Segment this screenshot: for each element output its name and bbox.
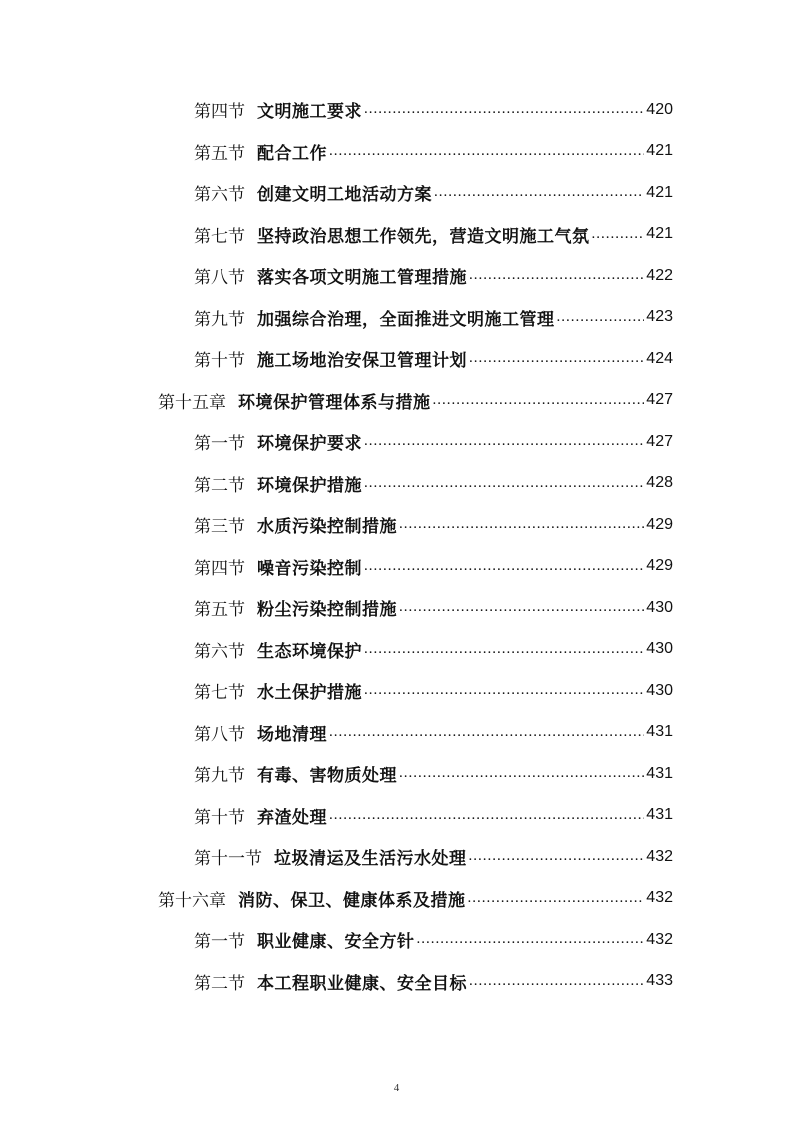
toc-dot-leader <box>468 892 645 909</box>
toc-entry-number: 第二节 <box>194 475 245 496</box>
toc-entry-page-number: 431 <box>646 764 673 782</box>
toc-entry-number: 第八节 <box>194 724 245 745</box>
toc-dot-leader <box>592 228 645 245</box>
toc-section-entry[interactable] <box>194 297 673 339</box>
toc-entry-number: 第十节 <box>194 807 245 828</box>
toc-entry-title: 有毒、害物质处理 <box>257 766 397 787</box>
toc-entry-title: 施工场地治安保卫管理计划 <box>257 351 467 372</box>
toc-entry-page-number: 430 <box>646 640 673 658</box>
toc-entry-number: 第六节 <box>194 641 245 662</box>
toc-entry-title: 环境保护要求 <box>257 434 362 455</box>
toc-dot-leader <box>417 933 645 950</box>
toc-entry-page-number: 427 <box>646 432 673 450</box>
toc-section-entry[interactable] <box>194 504 673 546</box>
toc-entry-number: 第八节 <box>194 268 245 289</box>
toc-entry-number: 第十节 <box>194 351 245 372</box>
toc-entry-title: 生态环境保护 <box>257 641 362 662</box>
toc-entry-number: 第十六章 <box>158 890 226 911</box>
toc-entry-title: 环境保护措施 <box>257 475 362 496</box>
toc-entry-title: 场地清理 <box>257 724 327 745</box>
toc-entry-title: 坚持政治思想工作领先，营造文明施工气氛 <box>257 226 590 247</box>
toc-section-entry[interactable] <box>194 670 673 712</box>
toc-entry-number: 第四节 <box>194 558 245 579</box>
toc-dot-leader <box>329 145 644 162</box>
toc-dot-leader <box>329 809 644 826</box>
toc-section-entry[interactable] <box>194 587 673 629</box>
toc-chapter-entry[interactable] <box>158 380 673 422</box>
toc-entry-title: 环境保护管理体系与措施 <box>238 392 431 413</box>
toc-dot-leader <box>364 103 644 120</box>
toc-entry-page-number: 428 <box>646 474 673 492</box>
toc-entry-page-number: 430 <box>646 681 673 699</box>
toc-dot-leader <box>364 477 644 494</box>
toc-entry-title: 创建文明工地活动方案 <box>257 185 432 206</box>
toc-section-entry[interactable] <box>194 629 673 671</box>
toc-section-entry[interactable] <box>194 172 673 214</box>
toc-entry-title: 粉尘污染控制措施 <box>257 600 397 621</box>
toc-section-entry[interactable] <box>194 961 673 1003</box>
toc-entry-title: 配合工作 <box>257 143 327 164</box>
toc-entry-number: 第九节 <box>194 309 245 330</box>
toc-entry-title: 文明施工要求 <box>257 102 362 123</box>
toc-dot-leader <box>433 394 645 411</box>
toc-entry-page-number: 421 <box>646 225 673 243</box>
toc-entry-number: 第二节 <box>194 973 245 994</box>
table-of-contents <box>0 89 793 1002</box>
toc-entry-title: 加强综合治理，全面推进文明施工管理 <box>257 309 555 330</box>
toc-dot-leader <box>469 352 644 369</box>
toc-dot-leader <box>469 975 644 992</box>
toc-dot-leader <box>364 684 644 701</box>
toc-entry-page-number: 432 <box>646 889 673 907</box>
toc-entry-page-number: 432 <box>646 847 673 865</box>
toc-entry-page-number: 421 <box>646 142 673 160</box>
toc-dot-leader <box>557 311 645 328</box>
toc-entry-page-number: 422 <box>646 266 673 284</box>
toc-section-entry[interactable] <box>194 836 673 878</box>
toc-entry-title: 职业健康、安全方针 <box>257 932 415 953</box>
toc-dot-leader <box>364 435 644 452</box>
toc-section-entry[interactable] <box>194 214 673 256</box>
toc-entry-number: 第七节 <box>194 226 245 247</box>
toc-entry-title: 消防、保卫、健康体系及措施 <box>238 890 466 911</box>
toc-section-entry[interactable] <box>194 712 673 754</box>
toc-dot-leader <box>364 643 644 660</box>
toc-section-entry[interactable] <box>194 546 673 588</box>
toc-entry-page-number: 429 <box>646 515 673 533</box>
toc-section-entry[interactable] <box>194 421 673 463</box>
toc-entry-title: 水质污染控制措施 <box>257 517 397 538</box>
toc-dot-leader <box>434 186 644 203</box>
toc-entry-title: 弃渣处理 <box>257 807 327 828</box>
toc-section-entry[interactable] <box>194 131 673 173</box>
toc-entry-page-number: 423 <box>646 308 673 326</box>
toc-dot-leader <box>329 726 644 743</box>
toc-entry-number: 第一节 <box>194 434 245 455</box>
toc-entry-page-number: 431 <box>646 723 673 741</box>
toc-entry-number: 第三节 <box>194 517 245 538</box>
toc-entry-page-number: 420 <box>646 100 673 118</box>
toc-section-entry[interactable] <box>194 255 673 297</box>
toc-entry-number: 第十一节 <box>194 849 262 870</box>
toc-entry-number: 第四节 <box>194 102 245 123</box>
page-number: 4 <box>393 1082 400 1094</box>
toc-section-entry[interactable] <box>194 89 673 131</box>
toc-entry-number: 第六节 <box>194 185 245 206</box>
toc-entry-number: 第七节 <box>194 683 245 704</box>
toc-entry-page-number: 430 <box>646 598 673 616</box>
toc-entry-number: 第五节 <box>194 143 245 164</box>
toc-dot-leader <box>364 560 644 577</box>
toc-chapter-entry[interactable] <box>158 878 673 920</box>
toc-entry-page-number: 421 <box>646 183 673 201</box>
toc-section-entry[interactable] <box>194 338 673 380</box>
toc-entry-page-number: 424 <box>646 349 673 367</box>
toc-entry-title: 垃圾清运及生活污水处理 <box>274 849 467 870</box>
toc-dot-leader <box>399 518 644 535</box>
toc-entry-number: 第一节 <box>194 932 245 953</box>
toc-section-entry[interactable] <box>194 463 673 505</box>
toc-entry-number: 第九节 <box>194 766 245 787</box>
toc-entry-title: 本工程职业健康、安全目标 <box>257 973 467 994</box>
toc-dot-leader <box>399 601 644 618</box>
toc-entry-page-number: 427 <box>646 391 673 409</box>
toc-section-entry[interactable] <box>194 795 673 837</box>
toc-entry-page-number: 432 <box>646 930 673 948</box>
toc-entry-title: 落实各项文明施工管理措施 <box>257 268 467 289</box>
toc-entry-number: 第五节 <box>194 600 245 621</box>
toc-entry-page-number: 431 <box>646 806 673 824</box>
toc-entry-title: 噪音污染控制 <box>257 558 362 579</box>
toc-entry-title: 水土保护措施 <box>257 683 362 704</box>
toc-dot-leader <box>469 850 645 867</box>
toc-entry-number: 第十五章 <box>158 392 226 413</box>
toc-section-entry[interactable] <box>194 753 673 795</box>
toc-section-entry[interactable] <box>194 919 673 961</box>
toc-entry-page-number: 433 <box>646 972 673 990</box>
toc-dot-leader <box>399 767 644 784</box>
toc-entry-page-number: 429 <box>646 557 673 575</box>
toc-dot-leader <box>469 269 644 286</box>
